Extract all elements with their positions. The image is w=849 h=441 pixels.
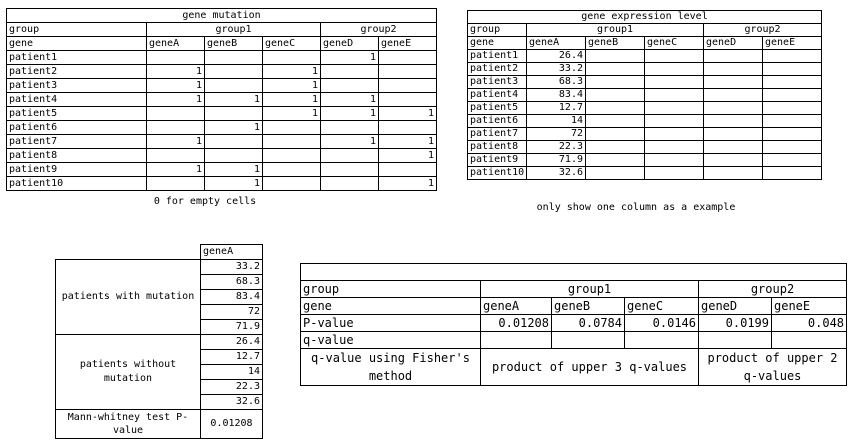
expression-empty-cell: [704, 102, 763, 115]
expression-empty-cell: [645, 50, 704, 63]
qvalue-cell: [699, 332, 772, 349]
mutation-cell: [263, 149, 321, 163]
expression-empty-cell: [763, 154, 822, 167]
table-row: [468, 89, 822, 102]
qvalue-cell: [772, 332, 847, 349]
pvalue-gene-header: geneB: [552, 298, 625, 315]
mutation-cell: 1: [321, 51, 379, 65]
qvalue-row-label: q-value: [301, 332, 481, 349]
mutation-cell: [205, 79, 263, 93]
expression-cell: 68.3: [527, 76, 586, 89]
expression-gene-header: geneB: [586, 37, 645, 50]
expression-empty-cell: [645, 115, 704, 128]
mutation-cell: 1: [147, 135, 205, 149]
table-row: [7, 93, 437, 107]
table-row: [7, 65, 437, 79]
expression-empty-cell: [645, 63, 704, 76]
pvalue-gene-header: geneA: [481, 298, 552, 315]
qvalue-cell: [625, 332, 699, 349]
pvalue-cell: 0.048: [772, 315, 847, 332]
pvalue-blank-row: [301, 264, 847, 281]
group1-fisher-cell: product of upper 3 q-values: [481, 349, 699, 386]
mutation-cell: [205, 51, 263, 65]
table-row: [468, 50, 822, 63]
table-row: [7, 163, 437, 177]
mw-without-value: 32.6: [201, 395, 263, 410]
mw-with-value: 72: [201, 305, 263, 320]
mutation-cell: [321, 177, 379, 191]
pvalue-summary-table: [300, 263, 847, 386]
pvalue-gene-header: geneC: [625, 298, 699, 315]
mutation-cell: [147, 177, 205, 191]
pvalue-gene-header: geneD: [699, 298, 772, 315]
mw-with-value: 33.2: [201, 260, 263, 275]
expression-gene-label: gene: [468, 37, 527, 50]
expression-empty-cell: [645, 89, 704, 102]
expression-empty-cell: [763, 141, 822, 154]
mutation-cell: 1: [379, 177, 437, 191]
expression-empty-cell: [645, 128, 704, 141]
mutation-cell: [379, 121, 437, 135]
mutation-gene-header: geneD: [321, 37, 379, 51]
expression-empty-cell: [586, 76, 645, 89]
expression-empty-cell: [763, 76, 822, 89]
mutation-gene-label: gene: [7, 37, 147, 51]
pvalue-group1-header: group1: [481, 281, 699, 298]
expression-empty-cell: [645, 102, 704, 115]
qvalue-cell: [552, 332, 625, 349]
mutation-cell: [205, 149, 263, 163]
mw-with-value: 68.3: [201, 275, 263, 290]
mw-without-value: 14: [201, 365, 263, 380]
table-row: [468, 63, 822, 76]
mutation-cell: 1: [263, 79, 321, 93]
mw-with-value: 71.9: [201, 320, 263, 335]
patient-label: patient2: [468, 63, 527, 76]
patient-label: patient1: [468, 50, 527, 63]
expression-empty-cell: [704, 89, 763, 102]
mw-gene-header: geneA: [201, 245, 263, 260]
mutation-cell: [321, 79, 379, 93]
expression-gene-header: geneD: [704, 37, 763, 50]
expression-empty-cell: [763, 63, 822, 76]
patient-label: patient9: [7, 163, 147, 177]
patient-label: patient8: [7, 149, 147, 163]
expression-empty-cell: [704, 115, 763, 128]
pvalue-cell: 0.0784: [552, 315, 625, 332]
expression-empty-cell: [704, 141, 763, 154]
mutation-table-title: gene mutation: [7, 9, 437, 23]
pvalue-group-label: group: [301, 281, 481, 298]
expression-empty-cell: [645, 76, 704, 89]
mw-without-value: 22.3: [201, 380, 263, 395]
mutation-cell: [263, 177, 321, 191]
mutation-cell: 1: [205, 177, 263, 191]
mutation-group-label: group: [7, 23, 147, 37]
mutation-gene-header: geneB: [205, 37, 263, 51]
mutation-gene-header: geneC: [263, 37, 321, 51]
mutation-cell: 1: [147, 93, 205, 107]
mw-with-value: 83.4: [201, 290, 263, 305]
mutation-cell: 1: [321, 107, 379, 121]
mw-test-value: 0.01208: [201, 410, 263, 439]
patient-label: patient1: [7, 51, 147, 65]
pvalue-cell: 0.0199: [699, 315, 772, 332]
mutation-cell: [205, 107, 263, 121]
mutation-cell: [263, 51, 321, 65]
pvalue-cell: 0.01208: [481, 315, 552, 332]
expression-cell: 26.4: [527, 50, 586, 63]
table-row: [7, 177, 437, 191]
expression-empty-cell: [704, 167, 763, 180]
patient-label: patient10: [468, 167, 527, 180]
expression-empty-cell: [645, 154, 704, 167]
mutation-cell: [321, 65, 379, 79]
pvalue-group2-header: group2: [699, 281, 847, 298]
mw-without-value: 26.4: [201, 335, 263, 350]
mutation-cell: 1: [263, 107, 321, 121]
mutation-cell: [379, 51, 437, 65]
expression-cell: 71.9: [527, 154, 586, 167]
expression-empty-cell: [586, 128, 645, 141]
gene-mutation-table: [6, 8, 437, 191]
expression-cell: 22.3: [527, 141, 586, 154]
mw-blank-corner: [56, 245, 201, 260]
mutation-rows: [7, 51, 437, 191]
expression-group2-header: group2: [704, 24, 822, 37]
expression-empty-cell: [586, 89, 645, 102]
mutation-cell: [321, 163, 379, 177]
pvalue-row-label: P-value: [301, 315, 481, 332]
mutation-cell: [147, 51, 205, 65]
patient-label: patient5: [7, 107, 147, 121]
mutation-cell: [379, 65, 437, 79]
table-row: [468, 154, 822, 167]
qvalue-cell: [481, 332, 552, 349]
patient-label: patient4: [468, 89, 527, 102]
mutation-cell: 1: [263, 93, 321, 107]
mutation-cell: 1: [321, 93, 379, 107]
expression-empty-cell: [586, 154, 645, 167]
mutation-cell: 1: [263, 65, 321, 79]
patient-label: patient2: [7, 65, 147, 79]
patient-label: patient10: [7, 177, 147, 191]
mutation-cell: 1: [205, 93, 263, 107]
expression-table-title: gene expression level: [468, 11, 822, 24]
expression-empty-cell: [704, 76, 763, 89]
expression-empty-cell: [704, 154, 763, 167]
mutation-cell: [321, 149, 379, 163]
patient-label: patient3: [7, 79, 147, 93]
mutation-cell: 1: [147, 163, 205, 177]
expression-empty-cell: [763, 128, 822, 141]
expression-empty-cell: [645, 167, 704, 180]
expression-empty-cell: [586, 167, 645, 180]
expression-empty-cell: [586, 115, 645, 128]
table-row: [7, 149, 437, 163]
patient-label: patient4: [7, 93, 147, 107]
mutation-cell: 1: [147, 65, 205, 79]
expression-empty-cell: [586, 50, 645, 63]
expression-cell: 14: [527, 115, 586, 128]
expression-group1-header: group1: [527, 24, 704, 37]
expression-empty-cell: [763, 115, 822, 128]
expression-gene-header: geneC: [645, 37, 704, 50]
expression-empty-cell: [763, 167, 822, 180]
patient-label: patient7: [468, 128, 527, 141]
mutation-cell: [205, 135, 263, 149]
expression-cell: 33.2: [527, 63, 586, 76]
mutation-cell: [147, 149, 205, 163]
expression-empty-cell: [704, 128, 763, 141]
table-row: [7, 51, 437, 65]
mutation-cell: [263, 163, 321, 177]
mutation-cell: 1: [321, 135, 379, 149]
gene-expression-table: [467, 10, 822, 180]
mutation-gene-header: geneE: [379, 37, 437, 51]
mutation-gene-header: geneA: [147, 37, 205, 51]
expression-gene-header: geneA: [527, 37, 586, 50]
pvalue-cell: 0.0146: [625, 315, 699, 332]
mw-without-value: 12.7: [201, 350, 263, 365]
expression-cell: 12.7: [527, 102, 586, 115]
mutation-cell: 1: [379, 135, 437, 149]
expression-cell: 83.4: [527, 89, 586, 102]
table-row: [468, 167, 822, 180]
patient-label: patient3: [468, 76, 527, 89]
patient-label: patient6: [468, 115, 527, 128]
expression-empty-cell: [645, 141, 704, 154]
mutation-cell: [379, 93, 437, 107]
table-row: [7, 79, 437, 93]
expression-note: only show one column as a example: [536, 202, 736, 213]
patient-label: patient8: [468, 141, 527, 154]
mutation-cell: 1: [205, 163, 263, 177]
patient-label: patient7: [7, 135, 147, 149]
expression-empty-cell: [586, 141, 645, 154]
mutation-cell: 1: [379, 149, 437, 163]
mann-whitney-table: [55, 244, 263, 439]
mutation-cell: [205, 65, 263, 79]
expression-empty-cell: [763, 102, 822, 115]
mutation-cell: 1: [147, 79, 205, 93]
mutation-note: 0 for empty cells: [153, 196, 257, 207]
expression-group-label: group: [468, 24, 527, 37]
mutation-cell: 1: [205, 121, 263, 135]
expression-empty-cell: [763, 89, 822, 102]
table-row: [7, 121, 437, 135]
expression-empty-cell: [704, 50, 763, 63]
mutation-cell: [321, 121, 379, 135]
mutation-cell: [147, 107, 205, 121]
fisher-row-label: q-value using Fisher's method: [301, 349, 481, 386]
mw-without-mutation-label: patients without mutation: [56, 335, 201, 410]
mutation-cell: 1: [379, 107, 437, 121]
expression-rows: [468, 50, 822, 180]
pvalue-gene-label: gene: [301, 298, 481, 315]
expression-cell: 32.6: [527, 167, 586, 180]
table-row: [468, 76, 822, 89]
table-row: [468, 141, 822, 154]
mw-test-label: Mann-whitney test P-value: [56, 410, 201, 439]
mutation-cell: [263, 135, 321, 149]
mw-with-mutation-label: patients with mutation: [56, 260, 201, 335]
table-row: [7, 135, 437, 149]
mutation-group2-header: group2: [321, 23, 437, 37]
mutation-cell: [263, 121, 321, 135]
expression-cell: 72: [527, 128, 586, 141]
expression-empty-cell: [586, 63, 645, 76]
pvalue-gene-header: geneE: [772, 298, 847, 315]
table-row: [7, 107, 437, 121]
mutation-group1-header: group1: [147, 23, 321, 37]
expression-gene-header: geneE: [763, 37, 822, 50]
mutation-cell: [379, 79, 437, 93]
table-row: [468, 115, 822, 128]
table-row: [468, 102, 822, 115]
expression-empty-cell: [763, 50, 822, 63]
patient-label: patient5: [468, 102, 527, 115]
mutation-cell: [147, 121, 205, 135]
patient-label: patient6: [7, 121, 147, 135]
patient-label: patient9: [468, 154, 527, 167]
table-row: [468, 128, 822, 141]
mutation-cell: [379, 163, 437, 177]
group2-fisher-cell: product of upper 2 q-values: [699, 349, 847, 386]
expression-empty-cell: [704, 63, 763, 76]
expression-empty-cell: [586, 102, 645, 115]
